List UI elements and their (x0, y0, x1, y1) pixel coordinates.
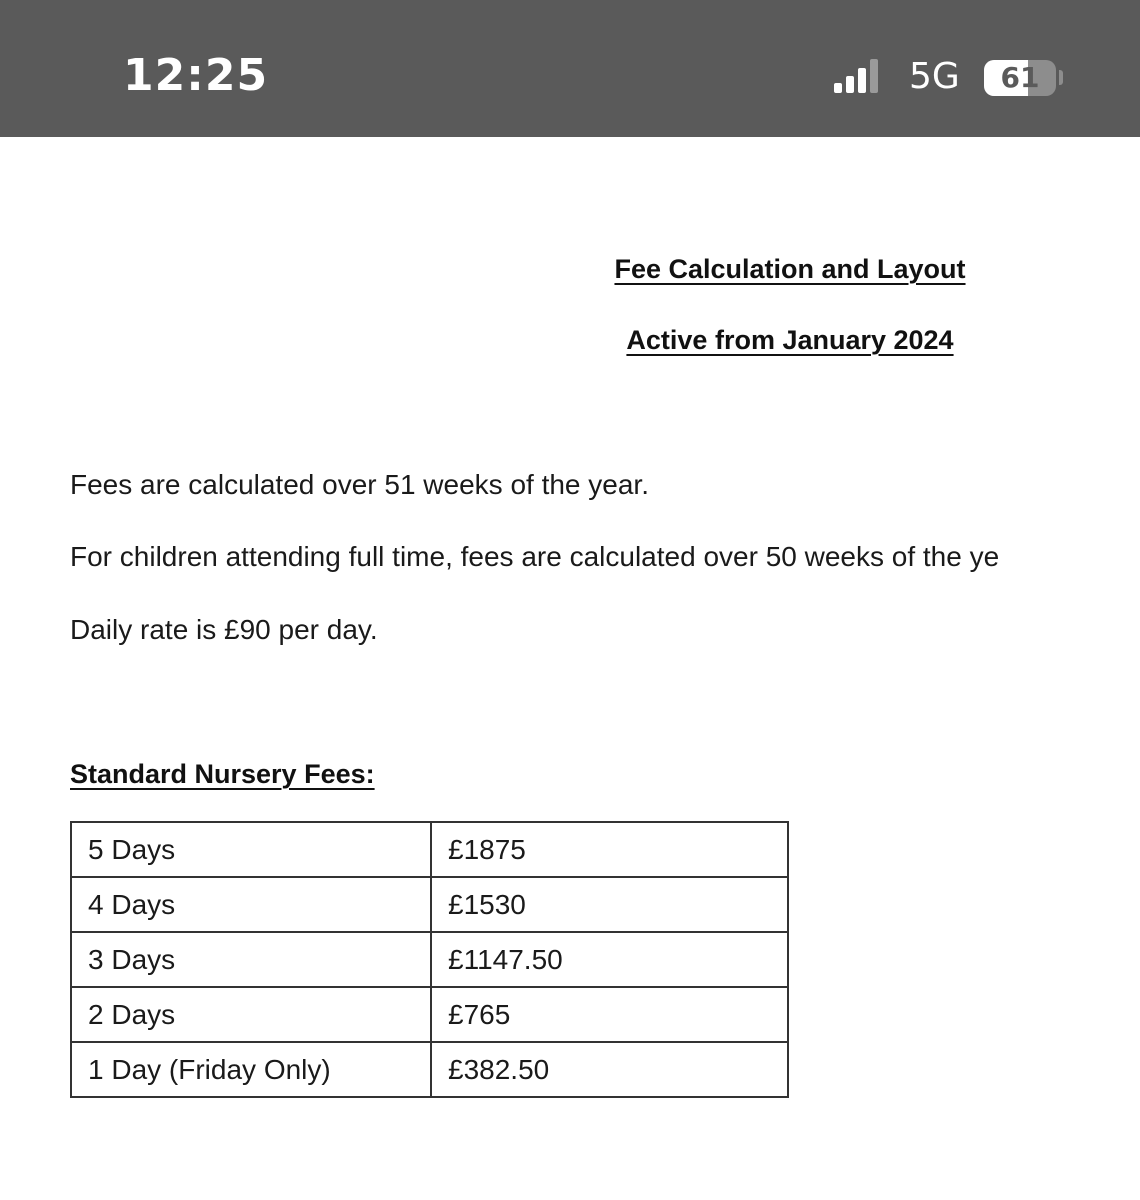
table-row (71, 822, 788, 877)
table-row (71, 932, 788, 987)
table-cell-fee: £1875 (431, 822, 788, 877)
table-cell-days: 1 Day (Friday Only) (71, 1042, 431, 1097)
section-title (70, 756, 375, 792)
cellular-signal-icon (834, 59, 878, 93)
table-cell-days: 5 Days (71, 822, 431, 877)
table-cell-fee: £382.50 (431, 1042, 788, 1097)
table-row (71, 987, 788, 1042)
document-subtitle (470, 322, 1110, 358)
paragraph-weeks: Fees are calculated over 51 weeks of the year. (70, 469, 649, 500)
table-cell-fee: £1530 (431, 877, 788, 932)
table-cell-days: 4 Days (71, 877, 431, 932)
signal-bar-1 (834, 83, 842, 93)
battery-body (984, 60, 1056, 96)
fees-table (70, 821, 789, 1098)
battery-cap (1059, 70, 1063, 85)
document-subtitle-text: Active from January 2024 (626, 325, 954, 355)
status-bar (0, 0, 1140, 137)
section-title-text: Standard Nursery Fees: (70, 759, 375, 789)
document-title-text: Fee Calculation and Layout (614, 254, 966, 284)
signal-bar-2 (846, 76, 854, 93)
table-cell-days: 2 Days (71, 987, 431, 1042)
paragraph-full-time: For children attending full time, fees are calculated over 50 weeks of the ye (70, 541, 1000, 572)
table-cell-fee: £1147.50 (431, 932, 788, 987)
battery-icon (984, 60, 1056, 96)
table-row (71, 877, 788, 932)
status-time: 12:25 (123, 50, 269, 101)
network-type-label: 5G (909, 56, 960, 97)
paragraph-daily-rate: Daily rate is £90 per day. (70, 614, 378, 645)
battery-level-text: 61 (1000, 61, 1040, 94)
signal-bar-4 (870, 59, 878, 93)
signal-bar-3 (858, 68, 866, 93)
table-cell-days: 3 Days (71, 932, 431, 987)
document-title (470, 251, 1110, 287)
table-row (71, 1042, 788, 1097)
table-cell-fee: £765 (431, 987, 788, 1042)
